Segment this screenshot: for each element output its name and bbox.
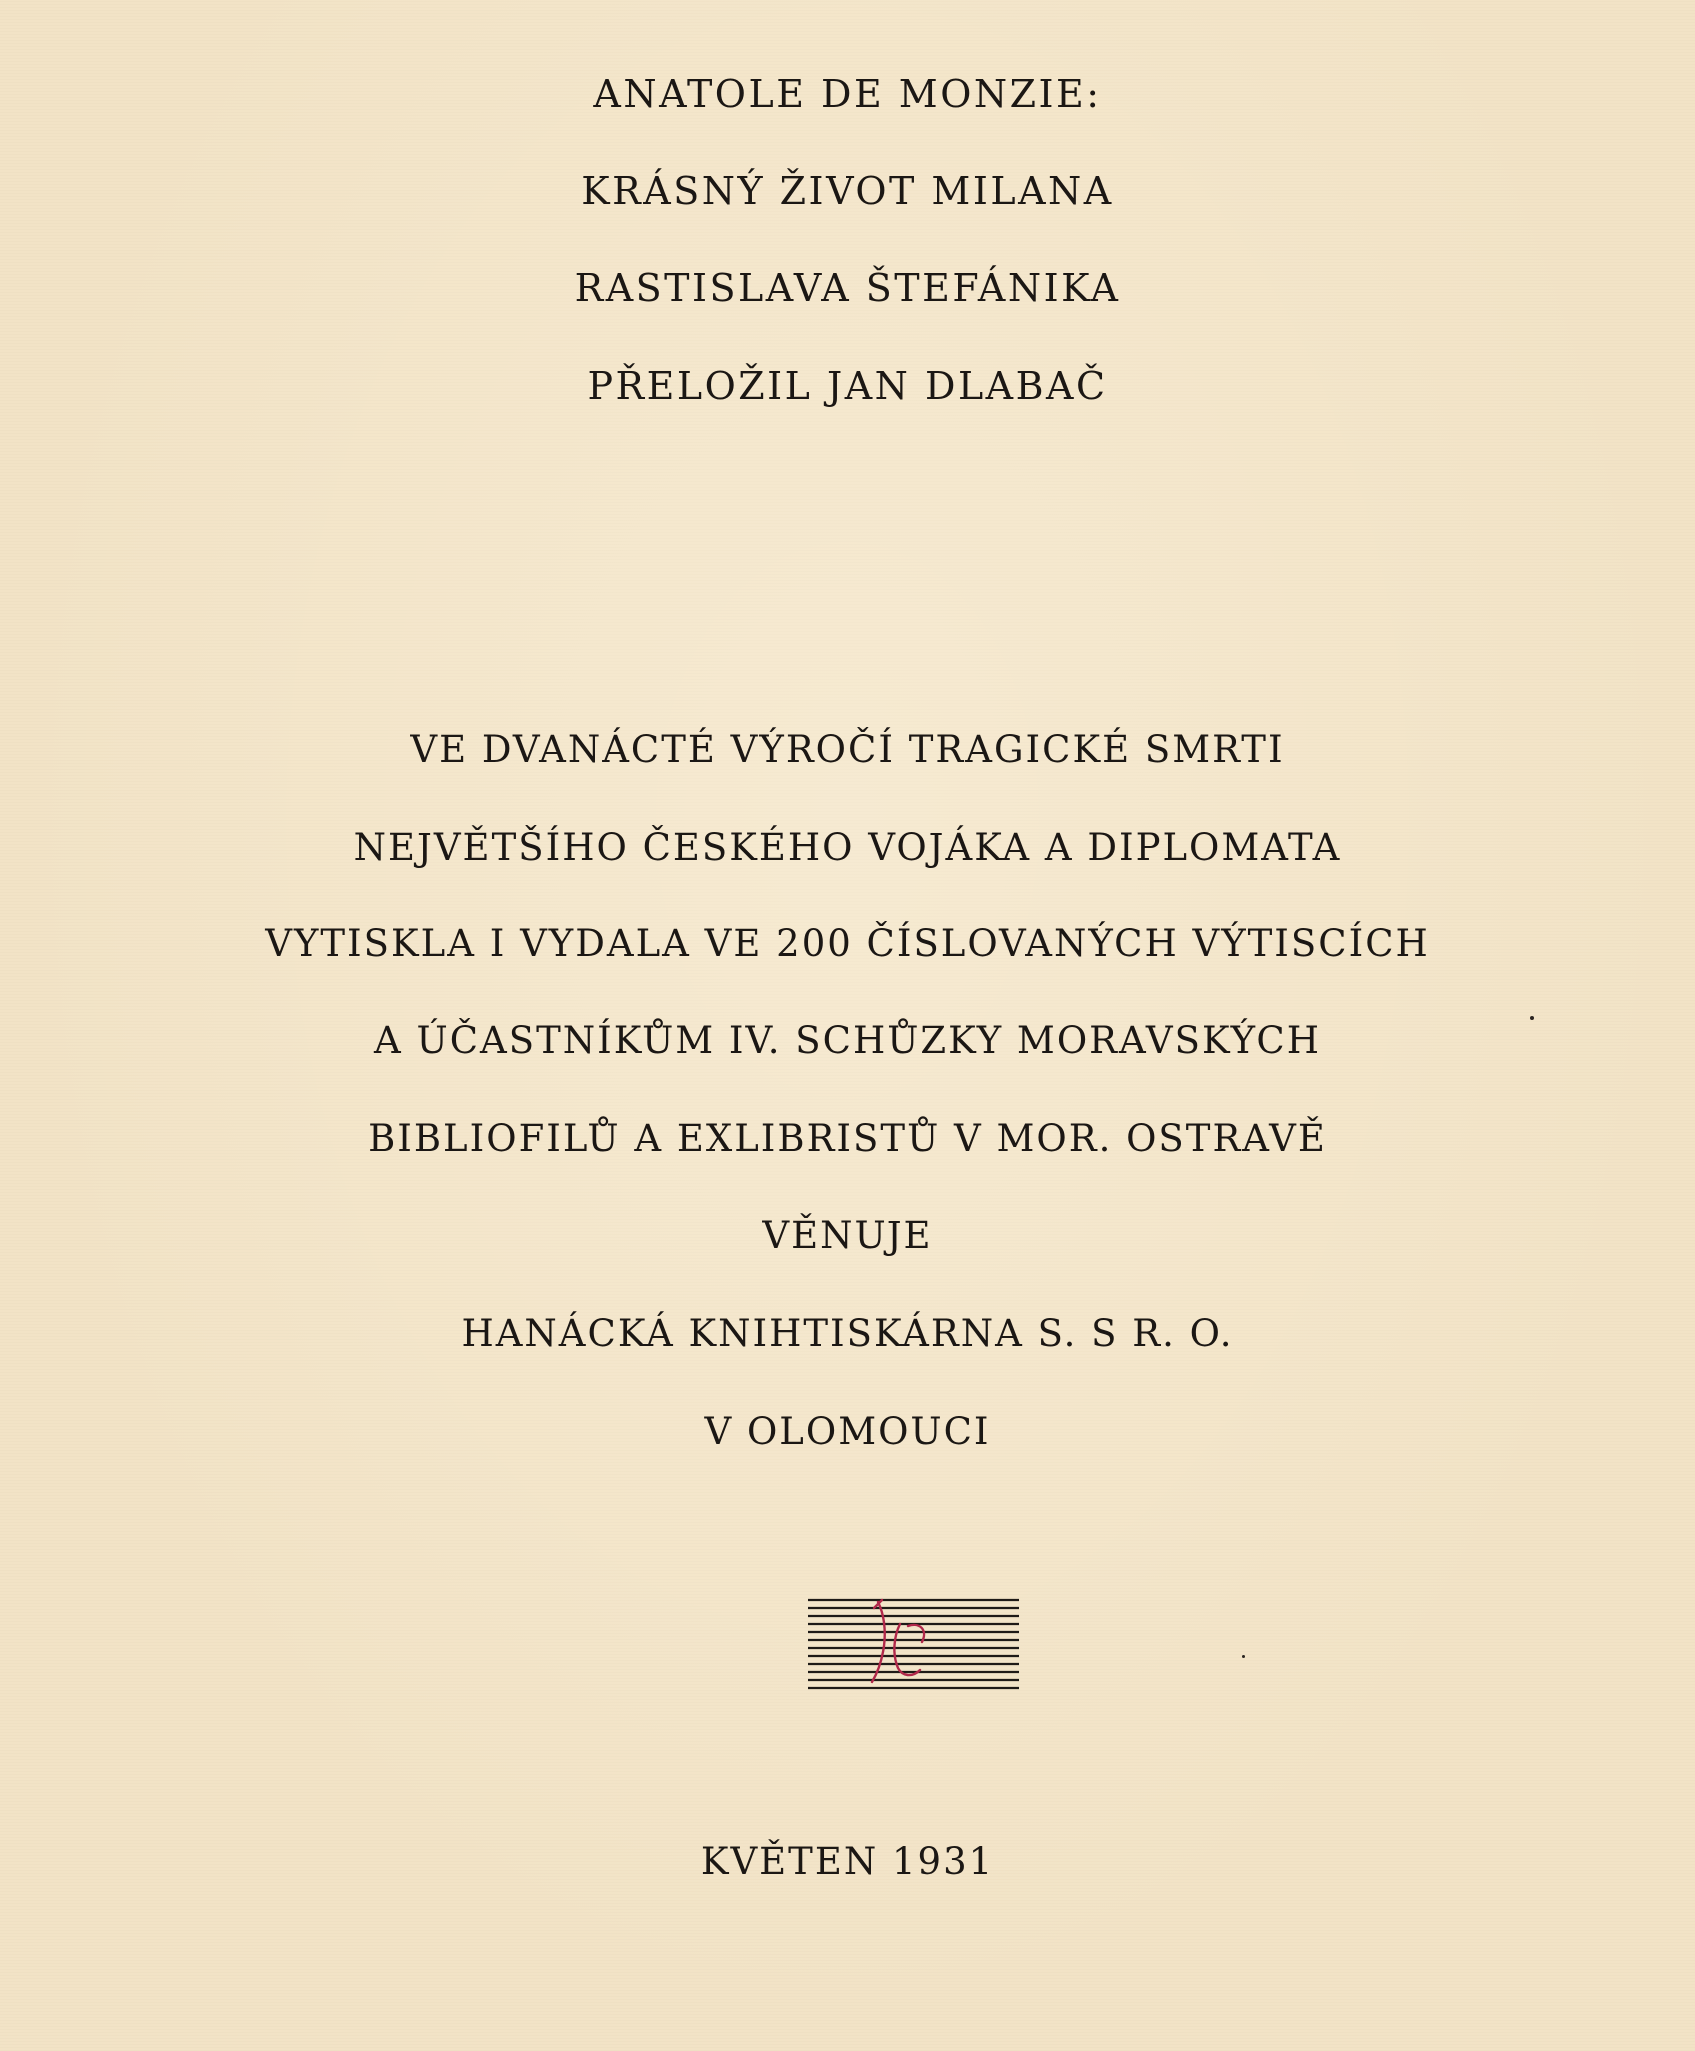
dedication-line: BIBLIOFILŮ A EXLIBRISTŮ V MOR. OSTRAVĚ [368, 1117, 1327, 1160]
copy-number-mark [808, 1596, 1019, 1692]
dedication-line: NEJVĚTŠÍHO ČESKÉHO VOJÁKA A DIPLOMATA [353, 826, 1342, 869]
dedication-line: HANÁCKÁ KNIHTISKÁRNA S. S R. O. [461, 1312, 1234, 1355]
publication-date: KVĚTEN 1931 [700, 1840, 995, 1883]
ink-speck [1242, 1655, 1245, 1658]
translator-line: PŘELOŽIL JAN DLABAČ [587, 364, 1108, 408]
dedication-line: VE DVANÁCTÉ VÝROČÍ TRAGICKÉ SMRTI [410, 728, 1285, 771]
title-line-1: KRÁSNÝ ŽIVOT MILANA [581, 169, 1114, 213]
dedication-line: A ÚČASTNÍKŮM IV. SCHŮZKY MORAVSKÝCH [374, 1019, 1321, 1062]
dedication-line: VYTISKLA I VYDALA VE 200 ČÍSLOVANÝCH VÝTISCÍCH [265, 922, 1430, 965]
title-line-2: RASTISLAVA ŠTEFÁNIKA [574, 266, 1121, 310]
dedication-line: V OLOMOUCI [704, 1410, 991, 1453]
ink-speck [1530, 1016, 1534, 1020]
dedication-line: VĚNUJE [762, 1214, 933, 1257]
author-line: ANATOLE DE MONZIE: [593, 72, 1102, 116]
